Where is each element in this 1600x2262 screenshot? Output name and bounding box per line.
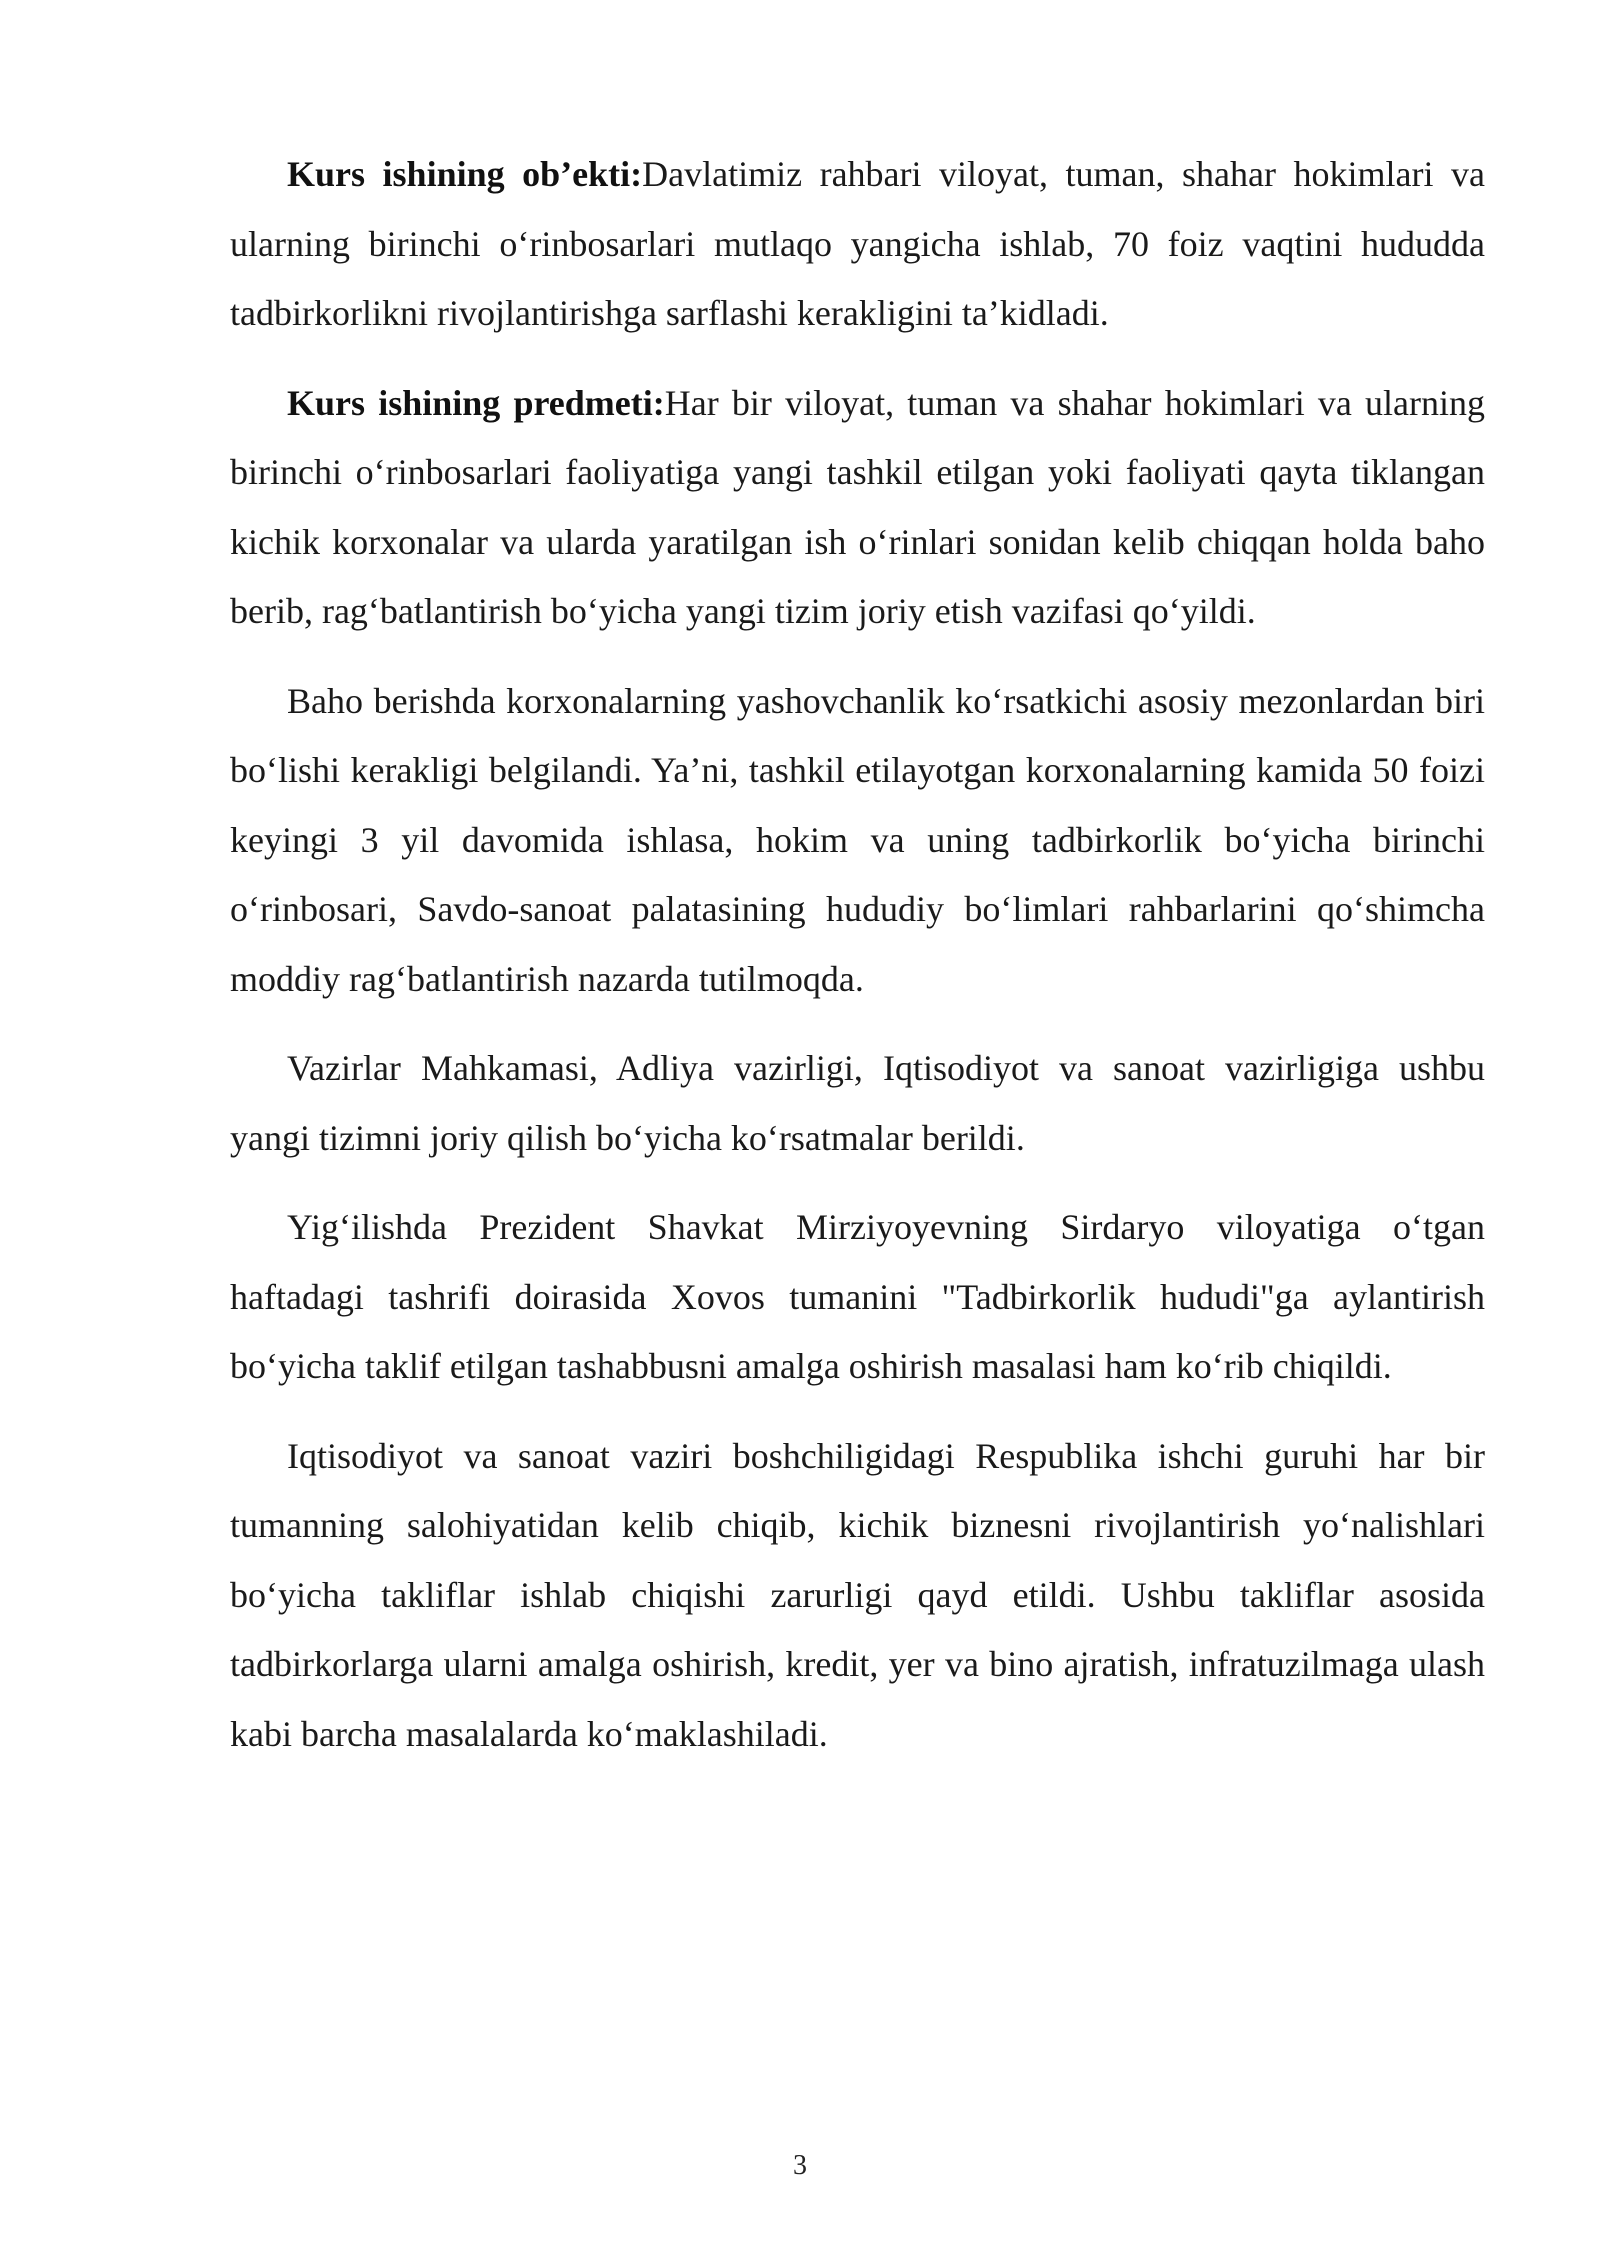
page-number: 3: [793, 2150, 807, 2181]
paragraph-meeting: Yig‘ilishda Prezident Shavkat Mirziyoyevning Sirdaryo viloyatiga o‘tgan haftadagi tashrifi doirasida Xovos tumanini "Tadbirkorlik hududi"ga aylantirish bo‘yicha taklif etilgan tashabbusni amalga oshirish masalasi ham ko‘rib chiqildi.: [230, 1207, 1485, 1386]
paragraph-subject: [230, 369, 1485, 647]
paragraph-working-group: Iqtisodiyot va sanoat vaziri boshchiligidagi Respublika ishchi guruhi har bir tumanning salohiyatidan kelib chiqib, kichik biznesni rivojlantirish yo‘nalishlari bo‘yicha takliflar ishlab chiqishi zarurligi qayd etildi. Ushbu takliflar asosida tadbirkorlarga ularni amalga oshirish, kredit, yer va bino ajratish, infratuzilmaga ulash kabi barcha masalalarda ko‘maklashiladi.: [230, 1435, 1485, 1754]
paragraph-ministries: Vazirlar Mahkamasi, Adliya vazirligi, Iqtisodiyot va sanoat vazirligiga ushbu yangi tizimni joriy qilish bo‘yicha ko‘rsatmalar berildi.: [230, 1048, 1485, 1158]
paragraph-text: Har bir viloyat, tuman va shahar hokimlari va ularning birinchi o‘rinbosarlari faoliyatiga yangi tashkil etilgan yoki faoliyati qayta tiklangan kichik korxonalar va ularda yaratilgan ish o‘rinlari sonidan kelib chiqqan holda baho berib, rag‘batlantirish bo‘yicha yangi tizim joriy etish vazifasi qo‘yildi.: [230, 382, 1486, 631]
paragraph-assessment: Baho berishda korxonalarning yashovchanlik ko‘rsatkichi asosiy mezonlardan biri bo‘lishi kerakligi belgilandi. Ya’ni, tashkil etilayotgan korxonalarning kamida 50 foizi keyingi 3 yil davomida ishlasa, hokim va uning tadbirkorlik bo‘yicha birinchi o‘rinbosari, Savdo-sanoat palatasining hududiy bo‘limlari rahbarlarini qo‘shimcha moddiy rag‘batlantirish nazarda tutilmoqda.: [230, 680, 1485, 999]
document-body: [230, 140, 1485, 1789]
paragraph-label: Kurs ishining predmeti:: [287, 382, 665, 423]
paragraph-text: Davlatimiz rahbari viloyat, tuman, shahar hokimlari va ularning birinchi o‘rinbosarlari mutlaqo yangicha ishlab, 70 foiz vaqtini hududda tadbirkorlikni rivojlantirishga sarflashi kerakligini ta’kidladi.: [230, 154, 1485, 333]
paragraph-label: Kurs ishining ob’ekti:: [287, 154, 643, 194]
paragraph-object: [230, 140, 1485, 349]
